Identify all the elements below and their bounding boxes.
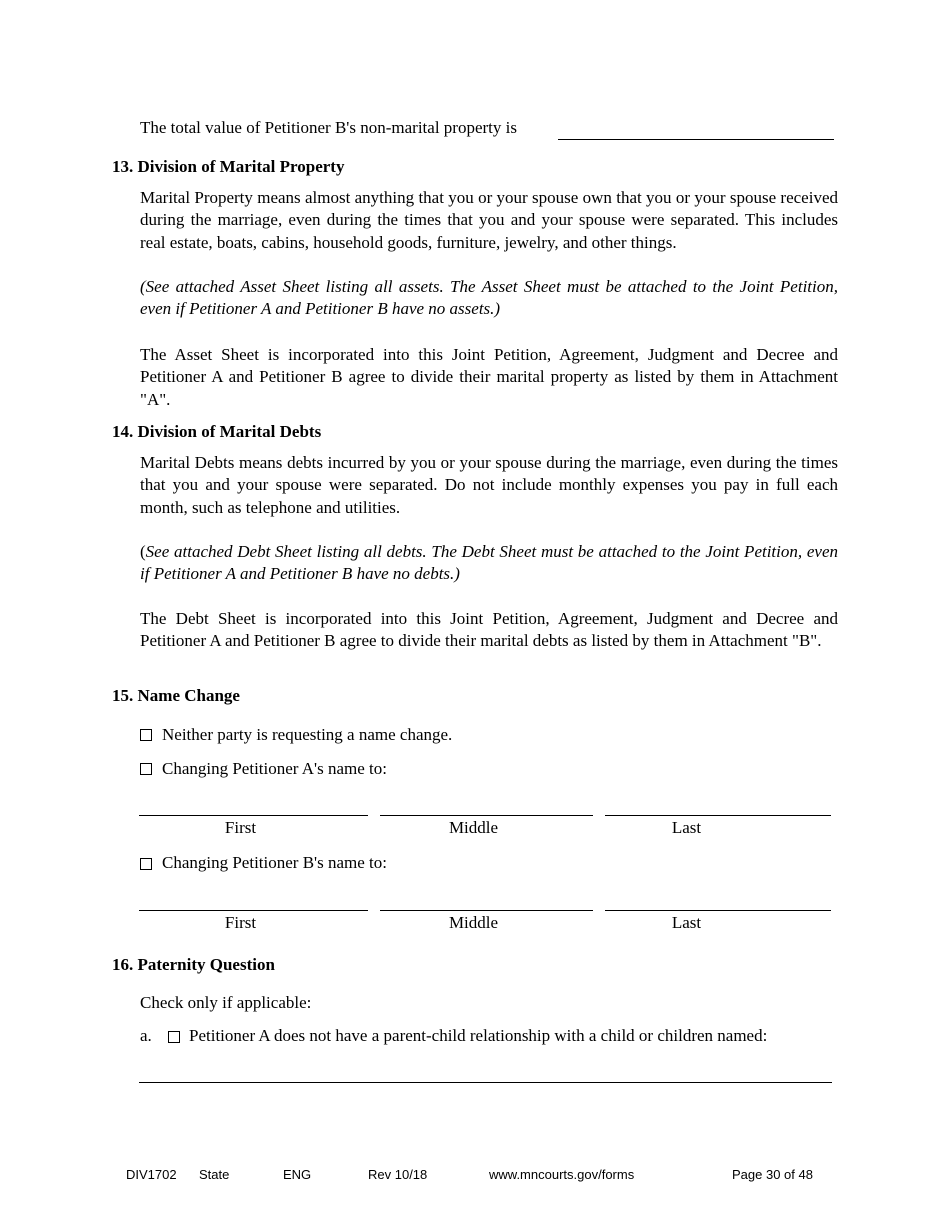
- section-15-heading: 15. Name Change: [112, 686, 240, 705]
- open-paren: (: [140, 542, 146, 561]
- paternity-instruction: Check only if applicable:: [140, 993, 312, 1012]
- petitioner-a-first-name-field[interactable]: [139, 815, 368, 816]
- petitioner-b-last-caption: Last: [671, 913, 702, 932]
- section-14-paragraph-1: Marital Debts means debts incurred by you or your spouse during the marriage, even during the times that you and your spouse were separated. Do not include monthly expenses you pay in full each month, such as telephone and utilities.: [140, 453, 838, 517]
- section-13-paragraph-1: Marital Property means almost anything that you or your spouse own that you or your spouse received during the marriage, even during the times that you and your spouse were separated. This includes real estate, boats, cabins, household goods, furniture, jewelry, and other things.: [140, 188, 838, 252]
- footer-language: ENG: [283, 1167, 312, 1182]
- section-13-heading: 13. Division of Marital Property: [112, 157, 345, 176]
- section-14-paragraph-2: [140, 541, 838, 586]
- section-16-heading: 16. Paternity Question: [112, 955, 275, 974]
- section-14-heading: 14. Division of Marital Debts: [112, 422, 322, 441]
- footer-page-number: Page 30 of 48: [732, 1167, 813, 1182]
- petitioner-b-first-name-field[interactable]: [139, 910, 368, 911]
- section-14-paragraph-3: The Debt Sheet is incorporated into this Joint Petition, Agreement, Judgment and Decree and Petitioner A and Petitioner B agree to divide their marital debts as listed by them in Attachment "B".: [140, 609, 838, 651]
- petitioner-a-last-caption: Last: [671, 818, 702, 837]
- checkbox-no-name-change[interactable]: [140, 729, 152, 741]
- petitioner-b-middle-caption: Middle: [448, 913, 499, 932]
- section-14-paragraph-2-text: See attached Debt Sheet listing all debts. The Debt Sheet must be attached to the Joint Petition, even if Petitioner A and Petitioner B have no debts.): [140, 542, 838, 584]
- children-names-field[interactable]: [139, 1082, 832, 1083]
- name-change-a-label: Changing Petitioner A's name to:: [162, 759, 387, 778]
- footer-jurisdiction: State: [199, 1167, 230, 1182]
- footer-url[interactable]: www.mncourts.gov/forms: [489, 1167, 635, 1182]
- petitioner-b-first-caption: First: [224, 913, 257, 932]
- section-13-paragraph-2: (See attached Asset Sheet listing all assets. The Asset Sheet must be attached to the Joint Petition, even if Petitioner A and Petitioner B have no assets.): [140, 277, 838, 319]
- checkbox-name-change-b[interactable]: [140, 858, 152, 870]
- name-change-b-label: Changing Petitioner B's name to:: [162, 853, 387, 872]
- section-13-paragraph-3: The Asset Sheet is incorporated into this Joint Petition, Agreement, Judgment and Decree and Petitioner A and Petitioner B agree to divide their marital property as listed by them in Attachment "A".: [140, 345, 838, 409]
- footer-revision: Rev 10/18: [368, 1167, 428, 1182]
- petitioner-a-first-caption: First: [224, 818, 257, 837]
- petitioner-a-last-name-field[interactable]: [605, 815, 831, 816]
- paternity-item-a-label: a.: [140, 1026, 152, 1045]
- petitioner-a-middle-caption: Middle: [448, 818, 499, 837]
- petitioner-b-middle-name-field[interactable]: [380, 910, 593, 911]
- checkbox-paternity-a[interactable]: [168, 1031, 180, 1043]
- non-marital-value-label: The total value of Petitioner B's non-marital property is: [140, 118, 517, 137]
- checkbox-name-change-a[interactable]: [140, 763, 152, 775]
- footer-form-id: DIV1702: [126, 1167, 177, 1182]
- non-marital-value-field[interactable]: [558, 139, 834, 140]
- petitioner-a-middle-name-field[interactable]: [380, 815, 593, 816]
- no-name-change-label: Neither party is requesting a name change.: [162, 725, 453, 744]
- paternity-item-a-text: Petitioner A does not have a parent-child relationship with a child or children named:: [189, 1026, 768, 1045]
- petitioner-b-last-name-field[interactable]: [605, 910, 831, 911]
